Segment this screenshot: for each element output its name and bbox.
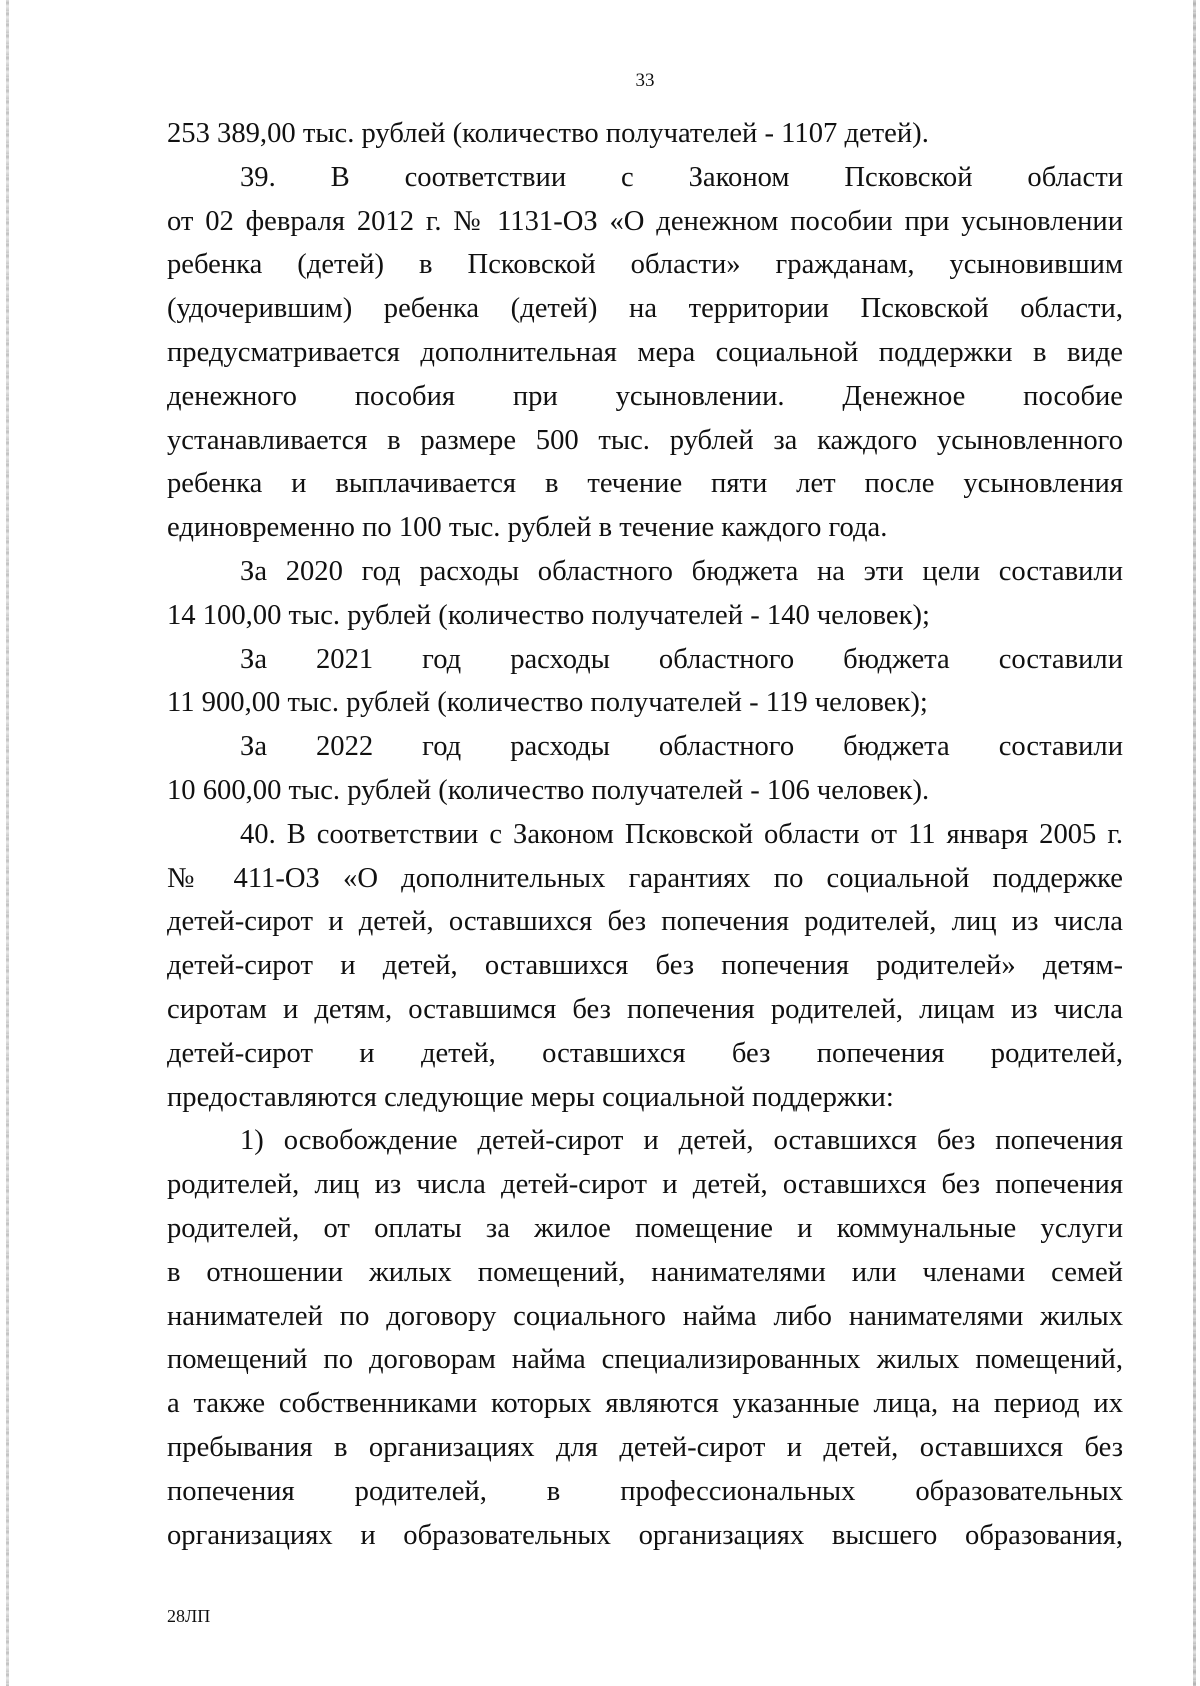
scan-edge-right <box>1193 0 1196 1686</box>
paragraph-6-line: № 411-ОЗ «О дополнительных гарантиях по социальной поддержке <box>167 862 1123 894</box>
paragraph-2-line: денежного пособия при усыновлении. Денежное пособие <box>167 380 1123 412</box>
paragraph-6-line: сиротам и детям, оставшимся без попечения родителей, лицам из числа <box>167 993 1123 1025</box>
paragraph-2-line: (удочерившим) ребенка (детей) на территории Псковской области, <box>167 293 1123 325</box>
paragraph-4-line: За 2021 год расходы областного бюджета составили <box>240 643 1123 675</box>
paragraph-7-line: организациях и образовательных организациях высшего образования, <box>167 1519 1123 1551</box>
paragraph-6-line: детей-сирот и детей, оставшихся без попечения родителей, лиц из числа <box>167 906 1123 938</box>
paragraph-7-line: в отношении жилых помещений, нанимателями или членами семей <box>167 1256 1123 1288</box>
paragraph-7-line: родителей, лиц из числа детей-сирот и детей, оставшихся без попечения <box>167 1169 1123 1201</box>
paragraph-6-line: предоставляются следующие меры социальной поддержки: <box>167 1081 894 1113</box>
paragraph-2-line: ребенка и выплачивается в течение пяти лет после усыновления <box>167 468 1123 500</box>
footer-code: 28ЛП <box>167 1606 211 1626</box>
paragraph-7-line: попечения родителей, в профессиональных образовательных <box>167 1475 1123 1507</box>
paragraph-6-line: 40. В соответствии с Законом Псковской области от 11 января 2005 г. <box>240 818 1123 850</box>
paragraph-3-line: 14 100,00 тыс. рублей (количество получателей - 140 человек); <box>167 599 930 631</box>
scan-edge-left <box>6 0 9 1686</box>
paragraph-5-line: 10 600,00 тыс. рублей (количество получателей - 106 человек). <box>167 774 930 806</box>
paragraph-2-line: устанавливается в размере 500 тыс. рублей за каждого усыновленного <box>167 424 1123 456</box>
page-number: 33 <box>635 70 655 91</box>
document-body <box>167 112 1123 1557</box>
paragraph-7-line: 1) освобождение детей-сирот и детей, оставшихся без попечения <box>240 1125 1123 1157</box>
paragraph-3-line: За 2020 год расходы областного бюджета на эти цели составили <box>240 555 1123 587</box>
paragraph-2-line: предусматривается дополнительная мера социальной поддержки в виде <box>167 336 1123 368</box>
paragraph-7-line: пребывания в организациях для детей-сирот и детей, оставшихся без <box>167 1431 1123 1463</box>
paragraph-2-line: от 02 февраля 2012 г. № 1131-ОЗ «О денежном пособии при усыновлении <box>167 205 1123 237</box>
paragraph-6-line: детей-сирот и детей, оставшихся без попечения родителей, <box>167 1037 1123 1069</box>
paragraph-7-line: а также собственниками которых являются указанные лица, на период их <box>167 1388 1123 1420</box>
paragraph-2-line: единовременно по 100 тыс. рублей в течение каждого года. <box>167 512 888 544</box>
paragraph-2-line: 39. В соответствии с Законом Псковской области <box>240 161 1123 193</box>
paragraph-1-line: 253 389,00 тыс. рублей (количество получателей - 1107 детей). <box>167 118 929 149</box>
paragraph-7-line: нанимателей по договору социального найма либо нанимателями жилых <box>167 1300 1123 1332</box>
paragraph-6-line: детей-сирот и детей, оставшихся без попечения родителей» детям- <box>167 950 1123 982</box>
paragraph-5-line: За 2022 год расходы областного бюджета составили <box>240 731 1123 763</box>
paragraph-2-line: ребенка (детей) в Псковской области» гражданам, усыновившим <box>167 249 1123 281</box>
paragraph-7-line: родителей, от оплаты за жилое помещение и коммунальные услуги <box>167 1212 1123 1244</box>
paragraph-4-line: 11 900,00 тыс. рублей (количество получателей - 119 человек); <box>167 687 928 719</box>
paragraph-7-line: помещений по договорам найма специализированных жилых помещений, <box>167 1344 1123 1376</box>
